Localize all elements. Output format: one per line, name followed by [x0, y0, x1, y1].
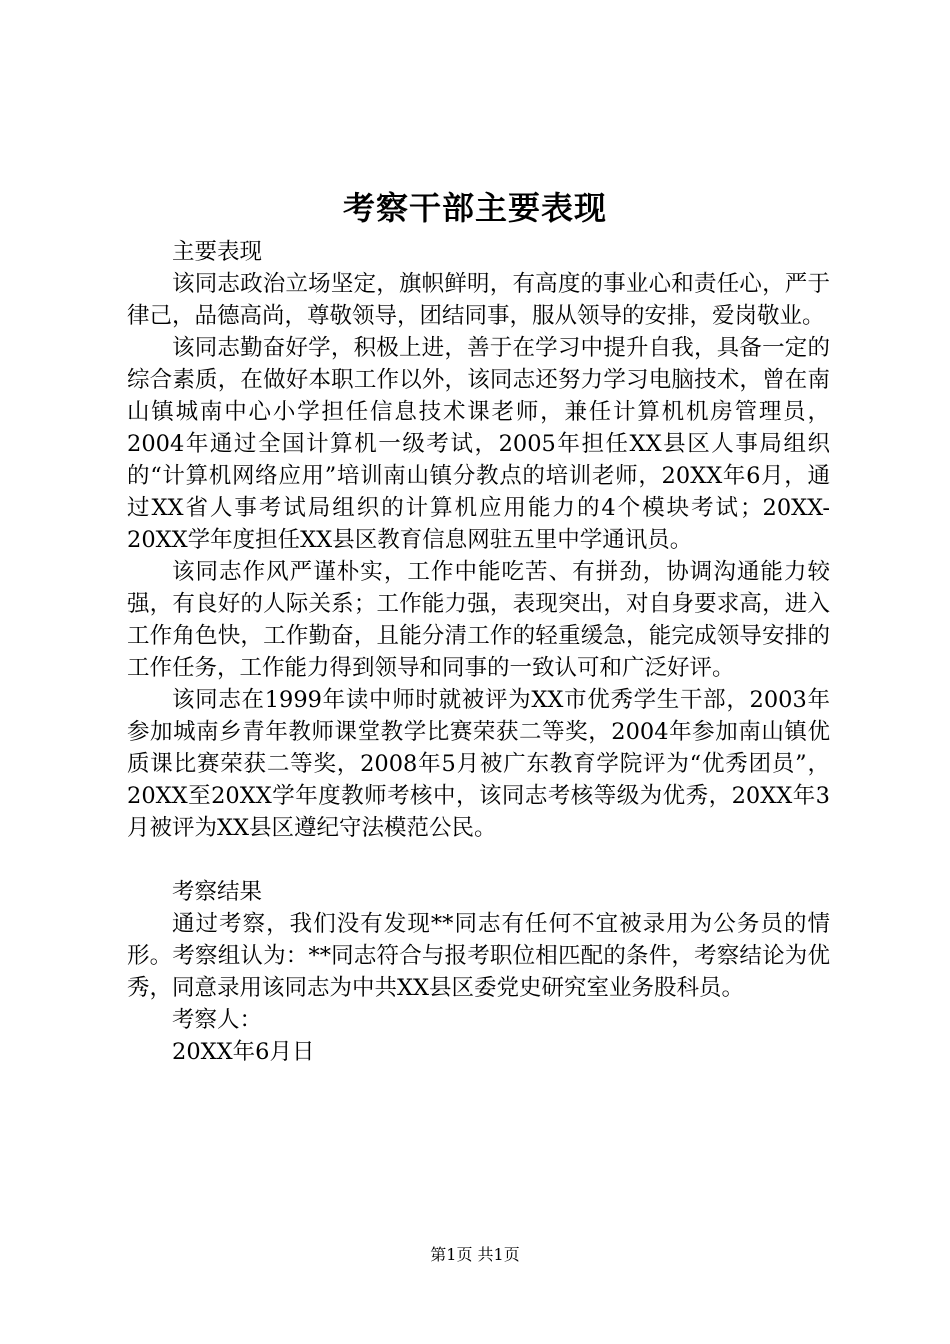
document-title: 考察干部主要表现 [342, 189, 607, 227]
paragraph: 该同志勤奋好学，积极上进，善于在学习中提升自我，具备一定的综合素质，在做好本职工作以外，该同志还努力学习电脑技术，曾在南山镇城南中心小学担任信息技术课老师，兼任计算机机房管理员，2004年通过全国计算机一级考试，2005年担任XX县区人事局组织的“计算机网络应用”培训南山镇分教点的培训老师，20XX年6月，通过XX省人事考试局组织的计算机应用能力的4个模块考试；20XX-20XX学年度担任XX县区教育信息网驻五里中学通讯员。 [127, 335, 830, 553]
document-date: 20XX年6月日 [172, 1039, 315, 1065]
page-footer: 第1页 共1页 [430, 1245, 520, 1264]
inspector-label: 考察人： [172, 1007, 263, 1033]
paragraph: 该同志在1999年读中师时就被评为XX市优秀学生干部，2003年参加城南乡青年教师课堂教学比赛荣获二等奖，2004年参加南山镇优质课比赛荣获二等奖，2008年5月被广东教育学院评为“优秀团员”，20XX至20XX学年度教师考核中，该同志考核等级为优秀，20XX年3月被评为XX县区遵纪守法模范公民。 [127, 687, 830, 841]
paragraph: 该同志政治立场坚定，旗帜鲜明，有高度的事业心和责任心，严于律己，品德高尚，尊敬领导，团结同事，服从领导的安排，爱岗敬业。 [127, 271, 830, 329]
document-body [127, 236, 830, 1068]
blank-line [127, 844, 830, 876]
section-heading-inspection-result: 考察结果 [172, 879, 263, 905]
paragraph: 该同志作风严谨朴实，工作中能吃苦、有拼劲，协调沟通能力较强，有良好的人际关系；工作能力强，表现突出，对自身要求高，进入工作角色快，工作勤奋，且能分清工作的轻重缓急，能完成领导安排的工作任务，工作能力得到领导和同事的一致认可和广泛好评。 [127, 559, 830, 681]
paragraph: 通过考察，我们没有发现**同志有任何不宜被录用为公务员的情形。考察组认为：**同志符合与报考职位相匹配的条件，考察结论为优秀，同意录用该同志为中共XX县区委党史研究室业务股科员。 [127, 911, 830, 1001]
section-heading-main-performance: 主要表现 [172, 239, 263, 265]
